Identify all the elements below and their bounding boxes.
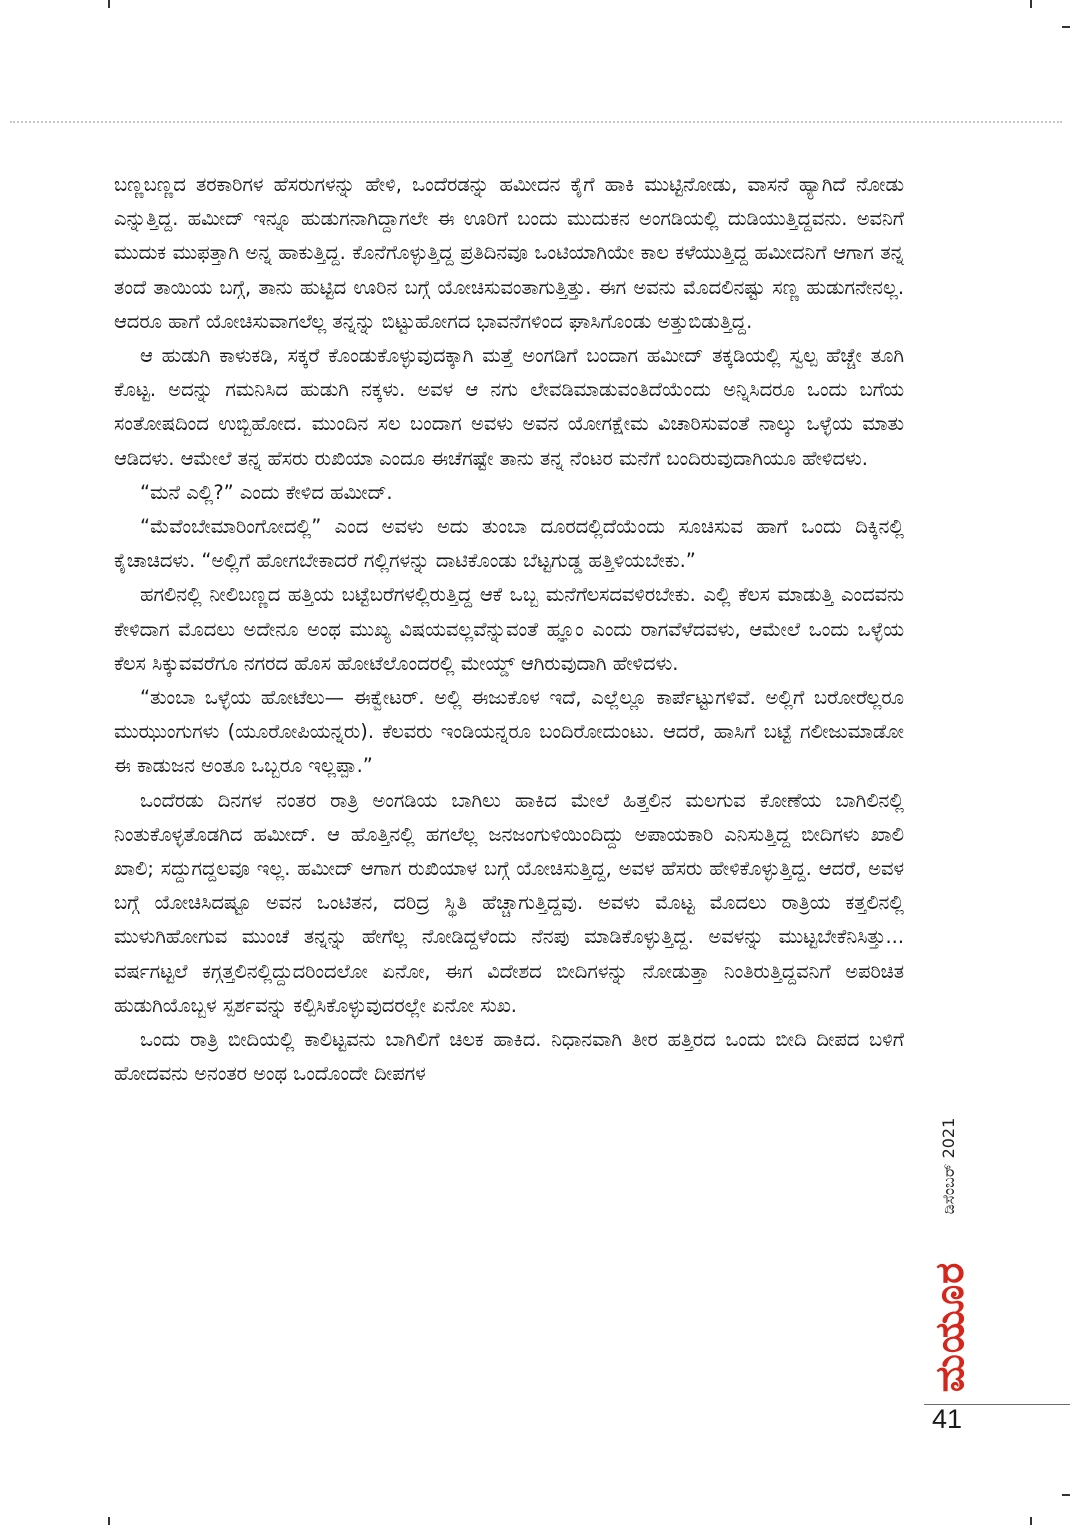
paragraph-7: ಒಂದೆರಡು ದಿನಗಳ ನಂತರ ರಾತ್ರಿ ಅಂಗಡಿಯ ಬಾಗಿಲು ಹಾಕಿದ ಮೇಲೆ ಹಿತ್ತಲಿನ ಮಲಗುವ ಕೋಣೆಯ ಬಾಗಿಲಿನಲ್ಲಿ ನಿಂತುಕೊಳ್ಳತೊಡಗಿದ ಹಮೀದ್. ಆ ಹೊತ್ತಿನಲ್ಲಿ ಹಗಲೆಲ್ಲ ಜನಜಂಗುಳಿಯಿಂದಿದ್ದು ಅಪಾಯಕಾರಿ ಎನಿಸುತ್ತಿದ್ದ ಬೀದಿಗಳು ಖಾಲಿ ಖಾಲಿ; ಸದ್ದುಗದ್ದಲವೂ ಇಲ್ಲ. ಹಮೀದ್ ಆಗಾಗ ರುಖಿಯಾಳ ಬಗ್ಗೆ ಯೋಚಿಸುತ್ತಿದ್ದ, ಅವಳ ಹೆಸರು ಹೇಳಿಕೊಳ್ಳುತ್ತಿದ್ದ. ಆದರೆ, ಅವಳ ಬಗ್ಗೆ ಯೋಚಿಸಿದಷ್ಟೂ ಅವನ ಒಂಟಿತನ, ದರಿದ್ರ ಸ್ಥಿತಿ ಹೆಚ್ಚಾಗುತ್ತಿದ್ದವು. ಅವಳು ಮೊಟ್ಟ ಮೊದಲು ರಾತ್ರಿಯ ಕತ್ತಲಿನಲ್ಲಿ ಮುಳುಗಿಹೋಗುವ ಮುಂಚೆ ತನ್ನನ್ನು ಹೇಗೆಲ್ಲ ನೋಡಿದ್ದಳೆಂದು ನೆನಪು ಮಾಡಿಕೊಳ್ಳುತ್ತಿದ್ದ. ಅವಳನ್ನು ಮುಟ್ಟಬೇಕೆನಿಸಿತ್ತು... ವರ್ಷಗಟ್ಟಲೆ ಕಗ್ಗತ್ತಲಿನಲ್ಲಿದ್ದುದರಿಂದಲೋ ಏನೋ, ಈಗ ವಿದೇಶದ ಬೀದಿಗಳನ್ನು ನೋಡುತ್ತಾ ನಿಂತಿರುತ್ತಿದ್ದವನಿಗೆ ಅಪರಿಚಿತ ಹುಡುಗಿಯೊಬ್ಬಳ ಸ್ಪರ್ಶವನ್ನು ಕಲ್ಪಿಸಿಕೊಳ್ಳುವುದರಲ್ಲೇ ಏನೋ ಸುಖ. — [114, 788, 904, 1017]
magazine-logo: ಮಯೂರ — [927, 1261, 973, 1393]
paragraph-6: “ತುಂಬಾ ಒಳ್ಳೆಯ ಹೋಟೆಲು— ಈಕ್ವೇಟರ್. ಅಲ್ಲಿ ಈಜುಕೊಳ ಇದೆ, ಎಲ್ಲೆಲ್ಲೂ ಕಾರ್ಪೆಟ್ಟುಗಳಿವೆ. ಅಲ್ಲಿಗೆ ಬರೋರೆಲ್ಲರೂ ಮುಝುಂಗುಗಳು (ಯೂರೋಪಿಯನ್ನರು). ಕೆಲವರು ಇಂಡಿಯನ್ನರೂ ಬಂದಿರೋದುಂಟು. ಆದರೆ, ಹಾಸಿಗೆ ಬಟ್ಟೆ ಗಲೀಜುಮಾಡೋ ಈ ಕಾಡುಜನ ಅಂತೂ ಒಬ್ಬರೂ ಇಲ್ಲಪ್ಪಾ.” — [114, 686, 904, 778]
crop-mark-bottom-right — [1030, 1517, 1032, 1525]
crop-mark-top-right — [1030, 0, 1032, 8]
header-dotted-rule — [10, 121, 1062, 123]
crop-mark-right-lower — [1062, 1494, 1070, 1496]
crop-mark-right-upper — [1062, 26, 1070, 28]
paragraph-2: ಆ ಹುಡುಗಿ ಕಾಳುಕಡಿ, ಸಕ್ಕರೆ ಕೊಂಡುಕೊಳ್ಳುವುದಕ್ಕಾಗಿ ಮತ್ತೆ ಅಂಗಡಿಗೆ ಬಂದಾಗ ಹಮೀದ್ ತಕ್ಕಡಿಯಲ್ಲಿ ಸ್ವಲ್ಪ ಹೆಚ್ಚೇ ತೂಗಿ ಕೊಟ್ಟ. ಅದನ್ನು ಗಮನಿಸಿದ ಹುಡುಗಿ ನಕ್ಕಳು. ಅವಳ ಆ ನಗು ಲೇವಡಿಮಾಡುವಂತಿದೆಯೆಂದು ಅನ್ನಿಸಿದರೂ ಒಂದು ಬಗೆಯ ಸಂತೋಷದಿಂದ ಉಬ್ಬಿಹೋದ. ಮುಂದಿನ ಸಲ ಬಂದಾಗ ಅವಳು ಅವನ ಯೋಗಕ್ಷೇಮ ವಿಚಾರಿಸುವಂತೆ ನಾಲ್ಕು ಒಳ್ಳೆಯ ಮಾತು ಆಡಿದಳು. ಆಮೇಲೆ ತನ್ನ ಹೆಸರು ರುಖಿಯಾ ಎಂದೂ ಈಚೆಗಷ್ಟೇ ತಾನು ತನ್ನ ನೆಂಟರ ಮನೆಗೆ ಬಂದಿರುವುದಾಗಿಯೂ ಹೇಳಿದಳು. — [114, 344, 904, 470]
paragraph-3: “ಮನೆ ಎಲ್ಲಿ?” ಎಂದು ಕೇಳಿದ ಹಮೀದ್. — [140, 480, 393, 504]
crop-mark-bottom-left — [108, 1517, 110, 1525]
paragraph-8: ಒಂದು ರಾತ್ರಿ ಬೀದಿಯಲ್ಲಿ ಕಾಲಿಟ್ಟವನು ಬಾಗಿಲಿಗೆ ಚಿಲಕ ಹಾಕಿದ. ನಿಧಾನವಾಗಿ ತೀರ ಹತ್ತಿರದ ಒಂದು ಬೀದಿ ದೀಪದ ಬಳಿಗೆ ಹೋದವನು ಅನಂತರ ಅಂಥ ಒಂದೊಂದೇ ದೀಪಗಳ — [114, 1028, 904, 1086]
paragraph-4: “ಮೆವೆಂಬೇಮಾರಿಂಗೋದಲ್ಲಿ” ಎಂದ ಅವಳು ಅದು ತುಂಬಾ ದೂರದಲ್ಲಿದೆಯೆಂದು ಸೂಚಿಸುವ ಹಾಗೆ ಒಂದು ದಿಕ್ಕಿನಲ್ಲಿ ಕೈಚಾಚಿದಳು. “ಅಲ್ಲಿಗೆ ಹೋಗಬೇಕಾದರೆ ಗಲ್ಲಿಗಳನ್ನು ದಾಟಿಕೊಂಡು ಬೆಟ್ಟಗುಡ್ಡ ಹತ್ತಿಳಿಯಬೇಕು.” — [114, 515, 904, 573]
crop-mark-top-left — [108, 0, 110, 8]
paragraph-1: ಬಣ್ಣಬಣ್ಣದ ತರಕಾರಿಗಳ ಹೆಸರುಗಳನ್ನು ಹೇಳಿ, ಒಂದೆರಡನ್ನು ಹಮೀದನ ಕೈಗೆ ಹಾಕಿ ಮುಟ್ಟಿನೋಡು, ವಾಸನೆ ಹ್ಯಾಗಿದೆ ನೋಡು ಎನ್ನುತ್ತಿದ್ದ. ಹಮೀದ್ ಇನ್ನೂ ಹುಡುಗನಾಗಿದ್ದಾಗಲೇ ಈ ಊರಿಗೆ ಬಂದು ಮುದುಕನ ಅಂಗಡಿಯಲ್ಲಿ ದುಡಿಯುತ್ತಿದ್ದವನು. ಅವನಿಗೆ ಮುದುಕ ಮುಫತ್ತಾಗಿ ಅನ್ನ ಹಾಕುತ್ತಿದ್ದ. ಕೊನೆಗೊಳ್ಳುತ್ತಿದ್ದ ಪ್ರತಿದಿನವೂ ಒಂಟಿಯಾಗಿಯೇ ಕಾಲ ಕಳೆಯುತ್ತಿದ್ದ ಹಮೀದನಿಗೆ ಆಗಾಗ ತನ್ನ ತಂದೆ ತಾಯಿಯ ಬಗ್ಗೆ, ತಾನು ಹುಟ್ಟಿದ ಊರಿನ ಬಗ್ಗೆ ಯೋಚಿಸುವಂತಾಗುತ್ತಿತ್ತು. ಈಗ ಅವನು ಮೊದಲಿನಷ್ಟು ಸಣ್ಣ ಹುಡುಗನೇನಲ್ಲ. ಆದರೂ ಹಾಗೆ ಯೋಚಿಸುವಾಗಲೆಲ್ಲ ತನ್ನನ್ನು ಬಿಟ್ಟುಹೋಗದ ಭಾವನೆಗಳಿಂದ ಘಾಸಿಗೊಂಡು ಅತ್ತುಬಿಡುತ್ತಿದ್ದ. — [114, 173, 904, 333]
article-body — [114, 168, 904, 1091]
page-number: 41 — [932, 1404, 963, 1434]
paragraph-5: ಹಗಲಿನಲ್ಲಿ ನೀಲಿಬಣ್ಣದ ಹತ್ತಿಯ ಬಟ್ಟೆಬರೆಗಳಲ್ಲಿರುತ್ತಿದ್ದ ಆಕೆ ಒಬ್ಬ ಮನೆಗೆಲಸದವಳಿರಬೇಕು. ಎಲ್ಲಿ ಕೆಲಸ ಮಾಡುತ್ತಿ ಎಂದವನು ಕೇಳಿದಾಗ ಮೊದಲು ಅದೇನೂ ಅಂಥ ಮುಖ್ಯ ವಿಷಯವಲ್ಲವೆನ್ನುವಂತೆ ಹ್ಞೂಂ ಎಂದು ರಾಗವೆಳೆದವಳು, ಆಮೇಲೆ ಒಂದು ಒಳ್ಳೆಯ ಕೆಲಸ ಸಿಕ್ಕುವವರೆಗೂ ನಗರದ ಹೊಸ ಹೋಟೆಲೊಂದರಲ್ಲಿ ಮೇಯ್ಡ್ ಆಗಿರುವುದಾಗಿ ಹೇಳಿದಳು. — [114, 583, 904, 675]
issue-date: ಡಿಸೆಂಬರ್ 2021 — [939, 1117, 958, 1215]
